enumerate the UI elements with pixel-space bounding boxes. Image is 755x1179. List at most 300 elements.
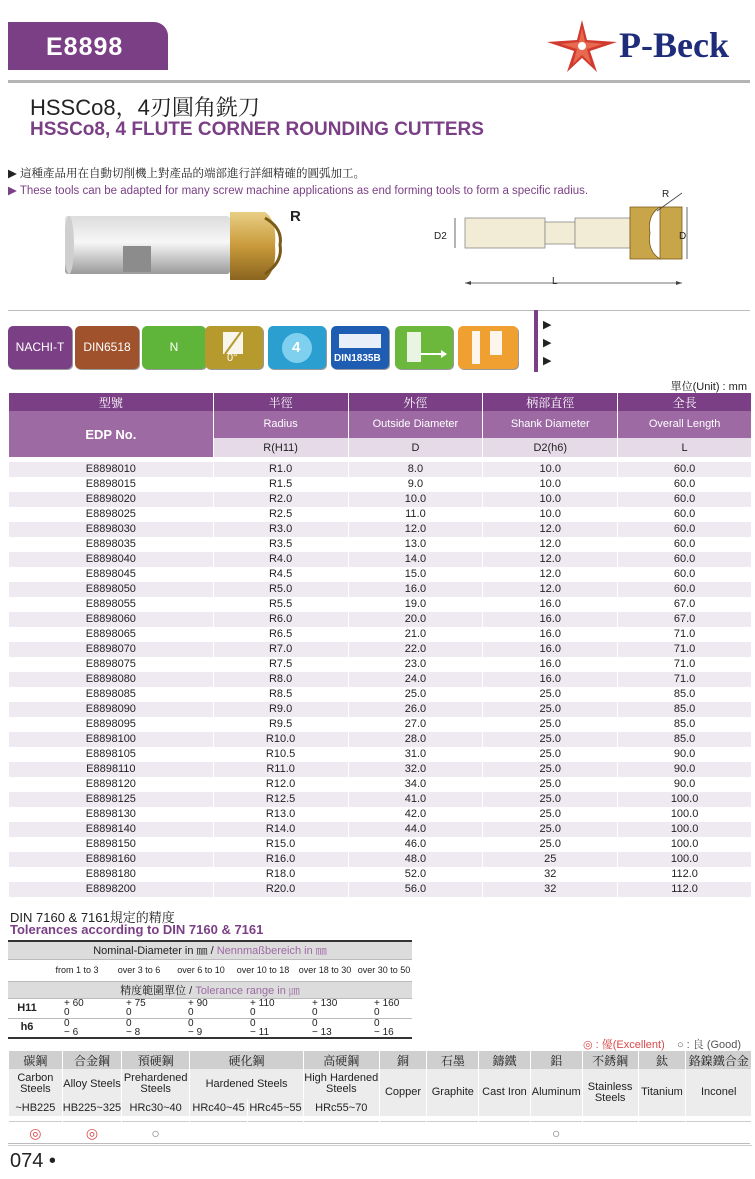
table-cell: 48.0 — [348, 852, 483, 867]
table-cell: E8898120 — [9, 777, 214, 792]
suitability-legend — [583, 1036, 741, 1052]
table-cell: E8898100 — [9, 732, 214, 747]
table-cell: 52.0 — [348, 867, 483, 882]
table-cell: 8.0 — [348, 462, 483, 477]
table-cell: 100.0 — [618, 852, 752, 867]
material-zh: 鈦 — [638, 1051, 686, 1069]
table-cell: R3.5 — [213, 537, 348, 552]
table-cell: E8898035 — [9, 537, 214, 552]
tolerance-lower: 0 — [250, 1007, 256, 1018]
table-cell: 85.0 — [618, 732, 752, 747]
table-cell: 12.0 — [348, 522, 483, 537]
table-cell: 100.0 — [618, 792, 752, 807]
table-cell: E8898150 — [9, 837, 214, 852]
drawing-r-label: R — [662, 189, 670, 200]
table-cell: E8898110 — [9, 762, 214, 777]
material-zh: 鉻鎳鐵合金 — [686, 1051, 752, 1069]
tolerance-upper: + 90 — [188, 998, 208, 1009]
material-en: Alloy Steels — [62, 1069, 121, 1099]
table-cell: R2.0 — [213, 492, 348, 507]
table-row — [9, 612, 752, 627]
tolerance-title-en: Tolerances according to DIN 7160 & 7161 — [10, 922, 264, 937]
table-cell: 34.0 — [348, 777, 483, 792]
tolerance-range: over 6 to 10 — [170, 959, 232, 981]
table-cell: 16.0 — [483, 672, 618, 687]
tolerance-range: over 30 to 50 — [356, 959, 412, 981]
material-zh: 合金鋼 — [62, 1051, 121, 1069]
table-cell: R5.5 — [213, 597, 348, 612]
material-en: Hardened Steels — [190, 1069, 304, 1099]
table-cell: 25.0 — [483, 717, 618, 732]
tolerance-value — [46, 998, 108, 1018]
table-cell: 32.0 — [348, 762, 483, 777]
table-cell: R14.0 — [213, 822, 348, 837]
material-hardness: HRc45~55 — [248, 1099, 304, 1116]
table-cell: 25.0 — [483, 822, 618, 837]
tolerance-value — [108, 1018, 170, 1038]
tolerance-value — [232, 998, 294, 1018]
material-suitability — [582, 1121, 638, 1145]
table-cell: E8898160 — [9, 852, 214, 867]
material-hardness: HB225~325 — [62, 1099, 121, 1116]
product-code-tab — [8, 22, 168, 70]
table-cell: 13.0 — [348, 537, 483, 552]
table-cell: 25.0 — [483, 792, 618, 807]
material-hardness: HRc30~40 — [122, 1099, 190, 1116]
table-cell: 19.0 — [348, 597, 483, 612]
drawing-l-label: L — [552, 276, 558, 287]
table-cell: 9.0 — [348, 477, 483, 492]
tolerance-upper: 0 — [250, 1017, 256, 1029]
table-cell: 21.0 — [348, 627, 483, 642]
material-en: Copper — [379, 1069, 427, 1116]
tolerance-ranges — [8, 959, 412, 981]
tolerance-upper: + 60 — [64, 998, 84, 1009]
tolerance-range: over 3 to 6 — [108, 959, 170, 981]
tolerance-row-h11 — [8, 998, 412, 1018]
table-row — [9, 552, 752, 567]
table-cell: R6.5 — [213, 627, 348, 642]
table-cell: 90.0 — [618, 762, 752, 777]
tolerance-range: over 18 to 30 — [294, 959, 356, 981]
table-cell: 16.0 — [483, 657, 618, 672]
tolerance-lower: − 6 — [64, 1026, 79, 1038]
table-cell: R8.5 — [213, 687, 348, 702]
table-cell: R9.5 — [213, 717, 348, 732]
table-cell: E8898065 — [9, 627, 214, 642]
badge-notes: ▶ ▶ ▶ — [543, 319, 552, 367]
tolerance-lower: − 8 — [126, 1026, 141, 1038]
table-cell: R7.0 — [213, 642, 348, 657]
table-cell: 100.0 — [618, 807, 752, 822]
table-cell: 56.0 — [348, 882, 483, 897]
material-suitability — [379, 1121, 427, 1145]
material-hardness: HRc40~45 — [190, 1099, 248, 1116]
table-cell: 16.0 — [483, 597, 618, 612]
materials-zh-row — [9, 1051, 752, 1069]
table-cell: E8898060 — [9, 612, 214, 627]
spec-table — [8, 393, 752, 897]
table-cell: E8898045 — [9, 567, 214, 582]
material-zh: 不銹鋼 — [582, 1051, 638, 1069]
table-cell: 90.0 — [618, 747, 752, 762]
table-cell: E8898180 — [9, 867, 214, 882]
table-cell: E8898200 — [9, 882, 214, 897]
table-cell: 71.0 — [618, 672, 752, 687]
table-cell: 41.0 — [348, 792, 483, 807]
table-cell: R9.0 — [213, 702, 348, 717]
table-cell: 44.0 — [348, 822, 483, 837]
table-cell: 60.0 — [618, 552, 752, 567]
table-cell: 100.0 — [618, 822, 752, 837]
cutter-photo — [65, 200, 315, 290]
table-cell: 32 — [483, 867, 618, 882]
star-logo-icon — [545, 18, 619, 74]
table-cell: 10.0 — [483, 462, 618, 477]
tolerance-lower: − 11 — [250, 1026, 269, 1038]
table-row — [9, 687, 752, 702]
table-cell: 16.0 — [483, 612, 618, 627]
table-row — [9, 582, 752, 597]
table-cell: 12.0 — [483, 582, 618, 597]
table-cell: E8898030 — [9, 522, 214, 537]
table-cell: 12.0 — [483, 522, 618, 537]
tolerance-value — [108, 998, 170, 1018]
table-cell: R4.0 — [213, 552, 348, 567]
table-cell: E8898020 — [9, 492, 214, 507]
table-row — [9, 822, 752, 837]
header-length-zh: 全長 — [618, 393, 752, 411]
drawing-d-label: D — [679, 231, 687, 242]
table-cell: R1.0 — [213, 462, 348, 477]
table-cell: 32 — [483, 882, 618, 897]
tolerance-upper: 0 — [312, 1017, 318, 1029]
materials-en-row — [9, 1069, 752, 1099]
table-cell: 10.0 — [348, 492, 483, 507]
table-cell: 10.0 — [483, 507, 618, 522]
table-cell: E8898130 — [9, 807, 214, 822]
table-cell: R2.5 — [213, 507, 348, 522]
badge-din6518: DIN6518 — [75, 326, 139, 369]
tolerance-upper: 0 — [64, 1017, 70, 1029]
table-row — [9, 717, 752, 732]
tolerance-table — [8, 940, 412, 1039]
material-zh: 碳鋼 — [9, 1051, 63, 1069]
description-en: ▶ These tools can be adapted for many screw machine applications as end forming tools to form a specific radius. — [8, 185, 589, 197]
header-diameter-en: Outside Diameter — [348, 411, 483, 438]
table-row — [9, 567, 752, 582]
table-cell: 31.0 — [348, 747, 483, 762]
table-cell: 60.0 — [618, 537, 752, 552]
badge-bracket — [534, 310, 538, 372]
material-hardness: HRc55~70 — [303, 1099, 379, 1116]
table-cell: R12.5 — [213, 792, 348, 807]
table-cell: 11.0 — [348, 507, 483, 522]
table-cell: E8898025 — [9, 507, 214, 522]
tolerance-value — [170, 1018, 232, 1038]
header-divider — [8, 80, 750, 83]
tolerance-label: H11 — [8, 998, 46, 1018]
symbol-shank: D2(h6) — [483, 438, 618, 457]
table-cell: E8898090 — [9, 702, 214, 717]
table-cell: 24.0 — [348, 672, 483, 687]
tolerance-value — [232, 1018, 294, 1038]
table-row — [9, 507, 752, 522]
tolerance-value — [356, 998, 412, 1018]
table-cell: 67.0 — [618, 612, 752, 627]
material-zh: 硬化鋼 — [190, 1051, 304, 1069]
title-zh: HSSCo8，4刃圓角銑刀 — [30, 95, 260, 120]
material-zh: 鋁 — [530, 1051, 582, 1069]
table-cell: E8898105 — [9, 747, 214, 762]
tolerance-title-zh: DIN 7160 & 7161規定的精度 — [10, 910, 175, 925]
material-suitability — [479, 1121, 531, 1145]
symbol-diameter: D — [348, 438, 483, 457]
table-cell: R11.0 — [213, 762, 348, 777]
material-en: Inconel — [686, 1069, 752, 1116]
table-cell: 23.0 — [348, 657, 483, 672]
table-cell: E8898070 — [9, 642, 214, 657]
table-cell: 60.0 — [618, 492, 752, 507]
tolerance-upper: 0 — [374, 1017, 380, 1029]
table-row — [9, 807, 752, 822]
table-row — [9, 792, 752, 807]
nominal-diameter-header: Nominal-Diameter in ㎜ / Nennmaßbereich in ㎜ — [8, 941, 412, 959]
tolerance-unit-header: 精度範圍單位 / Tolerance range in ㎛ — [8, 981, 412, 998]
table-cell: 25.0 — [348, 687, 483, 702]
brand-name: P-Beck — [619, 25, 729, 65]
table-cell: 25.0 — [483, 762, 618, 777]
table-row — [9, 867, 752, 882]
table-cell: 12.0 — [483, 537, 618, 552]
table-cell: E8898010 — [9, 462, 214, 477]
table-row — [9, 657, 752, 672]
material-en: Cast Iron — [479, 1069, 531, 1116]
table-cell: R15.0 — [213, 837, 348, 852]
table-cell: 15.0 — [348, 567, 483, 582]
materials-table — [8, 1051, 752, 1146]
legend-good: ○ : 良 (Good) — [676, 1039, 742, 1051]
helix-angle-icon: 0° — [205, 326, 263, 369]
coolant-icon — [458, 326, 518, 369]
table-cell: 20.0 — [348, 612, 483, 627]
unit-label: 單位(Unit) : mm — [670, 381, 747, 393]
header-model-zh: 型號 — [9, 393, 214, 411]
section-divider — [8, 310, 750, 311]
material-en: High Hardened Steels — [303, 1069, 379, 1099]
table-cell: R10.0 — [213, 732, 348, 747]
table-cell: 85.0 — [618, 717, 752, 732]
tolerance-range: over 10 to 18 — [232, 959, 294, 981]
table-cell: 12.0 — [483, 552, 618, 567]
table-cell: 16.0 — [483, 627, 618, 642]
table-cell: R7.5 — [213, 657, 348, 672]
table-cell: 46.0 — [348, 837, 483, 852]
header-shank-zh: 柄部直徑 — [483, 393, 618, 411]
material-zh: 鑄鐵 — [479, 1051, 531, 1069]
dimension-drawing — [425, 185, 705, 300]
table-row — [9, 522, 752, 537]
header-edp: EDP No. — [9, 411, 214, 457]
tolerance-row-h6 — [8, 1018, 412, 1038]
table-cell: 25.0 — [483, 732, 618, 747]
spec-rows — [9, 462, 752, 897]
table-cell: R13.0 — [213, 807, 348, 822]
tolerance-upper: + 110 — [250, 998, 275, 1009]
shank-icon: DIN1835B — [331, 326, 389, 369]
table-cell: 42.0 — [348, 807, 483, 822]
material-suitability: ◎ — [62, 1121, 121, 1145]
table-cell: 85.0 — [618, 687, 752, 702]
header-length-en: Overall Length — [618, 411, 752, 438]
table-cell: E8898085 — [9, 687, 214, 702]
table-cell: R20.0 — [213, 882, 348, 897]
table-row — [9, 777, 752, 792]
table-row — [9, 477, 752, 492]
table-cell: 100.0 — [618, 837, 752, 852]
table-cell: 60.0 — [618, 582, 752, 597]
table-cell: 67.0 — [618, 597, 752, 612]
tolerance-lower: − 9 — [188, 1026, 203, 1038]
table-cell: R18.0 — [213, 867, 348, 882]
table-cell: 10.0 — [483, 492, 618, 507]
drawing-d2-label: D2 — [434, 231, 447, 242]
table-cell: E8898075 — [9, 657, 214, 672]
table-cell: E8898055 — [9, 597, 214, 612]
table-cell: R16.0 — [213, 852, 348, 867]
material-suitability — [686, 1121, 752, 1145]
material-suitability — [248, 1121, 304, 1145]
tolerance-upper: + 130 — [312, 998, 338, 1009]
tolerance-lower: 0 — [64, 1007, 70, 1018]
table-cell: 71.0 — [618, 657, 752, 672]
tolerance-value — [356, 1018, 412, 1038]
table-cell: E8898015 — [9, 477, 214, 492]
symbol-radius: R(H11) — [213, 438, 348, 457]
material-zh: 石墨 — [427, 1051, 479, 1069]
table-row — [9, 702, 752, 717]
table-cell: 22.0 — [348, 642, 483, 657]
material-suitability — [638, 1121, 686, 1145]
cutting-direction-icon — [395, 326, 453, 369]
table-cell: 25 — [483, 852, 618, 867]
tolerance-upper: 0 — [126, 1017, 132, 1029]
material-zh: 高硬鋼 — [303, 1051, 379, 1069]
material-suitability — [303, 1121, 379, 1145]
table-cell: 26.0 — [348, 702, 483, 717]
badge-nachi: NACHI-T — [8, 326, 72, 369]
table-cell: 85.0 — [618, 702, 752, 717]
table-row — [9, 642, 752, 657]
material-en: Carbon Steels — [9, 1069, 63, 1099]
table-row — [9, 537, 752, 552]
table-cell: 71.0 — [618, 627, 752, 642]
table-row — [9, 852, 752, 867]
table-cell: 25.0 — [483, 777, 618, 792]
description-zh: ▶ 這種產品用在自動切削機上對產品的端部進行詳細精確的圓弧加工。 — [8, 168, 366, 180]
product-code: E8898 — [46, 33, 124, 61]
tolerance-value — [46, 1018, 108, 1038]
table-cell: 10.0 — [483, 477, 618, 492]
brand-logo — [545, 18, 745, 74]
table-cell: R5.0 — [213, 582, 348, 597]
tolerance-value — [294, 998, 356, 1018]
table-cell: 25.0 — [483, 747, 618, 762]
material-zh: 銅 — [379, 1051, 427, 1069]
photo-radius-label: R — [290, 208, 301, 225]
table-cell: E8898080 — [9, 672, 214, 687]
material-en: Titanium — [638, 1069, 686, 1116]
table-row — [9, 672, 752, 687]
tolerance-upper: 0 — [188, 1017, 194, 1029]
material-suitability: ◎ — [9, 1121, 63, 1145]
tolerance-upper: + 75 — [126, 998, 146, 1009]
material-en: Graphite — [427, 1069, 479, 1116]
table-cell: R12.0 — [213, 777, 348, 792]
table-row — [9, 747, 752, 762]
table-row — [9, 597, 752, 612]
tolerance-lower: − 16 — [374, 1026, 394, 1038]
tolerance-upper: + 160 — [374, 998, 400, 1009]
table-cell: 25.0 — [483, 837, 618, 852]
table-row — [9, 837, 752, 852]
materials-suitability-row — [9, 1121, 752, 1145]
tolerance-value — [294, 1018, 356, 1038]
header-radius-zh: 半徑 — [213, 393, 348, 411]
footer-divider — [8, 1143, 750, 1144]
material-suitability — [190, 1121, 248, 1145]
table-cell: E8898140 — [9, 822, 214, 837]
table-row — [9, 492, 752, 507]
table-cell: 25.0 — [483, 702, 618, 717]
symbol-length: L — [618, 438, 752, 457]
material-suitability — [427, 1121, 479, 1145]
table-cell: R6.0 — [213, 612, 348, 627]
table-cell: 60.0 — [618, 507, 752, 522]
table-cell: R3.0 — [213, 522, 348, 537]
table-cell: 71.0 — [618, 642, 752, 657]
table-row — [9, 732, 752, 747]
tolerance-lower: 0 — [374, 1007, 380, 1018]
table-cell: R4.5 — [213, 567, 348, 582]
material-en: Aluminum — [530, 1069, 582, 1116]
table-row — [9, 762, 752, 777]
header-radius-en: Radius — [213, 411, 348, 438]
table-cell: 112.0 — [618, 882, 752, 897]
table-cell: 12.0 — [483, 567, 618, 582]
table-cell: E8898050 — [9, 582, 214, 597]
page-number: 074 • — [10, 1150, 56, 1172]
table-cell: 25.0 — [483, 807, 618, 822]
table-cell: R10.5 — [213, 747, 348, 762]
table-cell: 112.0 — [618, 867, 752, 882]
tolerance-lower: 0 — [188, 1007, 194, 1018]
header-diameter-zh: 外徑 — [348, 393, 483, 411]
table-cell: 14.0 — [348, 552, 483, 567]
tolerance-label: h6 — [8, 1018, 46, 1038]
title-en: HSSCo8, 4 FLUTE CORNER ROUNDING CUTTERS — [30, 119, 484, 140]
material-en: Stainless Steels — [582, 1069, 638, 1116]
tolerance-lower: 0 — [126, 1007, 132, 1018]
table-cell: E8898040 — [9, 552, 214, 567]
table-row — [9, 627, 752, 642]
material-suitability: ○ — [530, 1121, 582, 1145]
table-cell: E8898095 — [9, 717, 214, 732]
table-cell: 90.0 — [618, 777, 752, 792]
table-cell: 16.0 — [348, 582, 483, 597]
table-cell: 60.0 — [618, 477, 752, 492]
material-en: Prehardened Steels — [122, 1069, 190, 1099]
